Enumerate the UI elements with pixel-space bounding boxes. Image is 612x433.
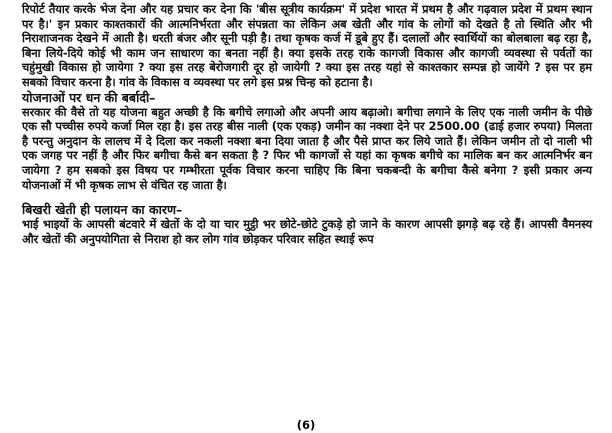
paragraph-orchard-scheme: सरकार की वैसे तो यह योजना बहुत अच्छी है कि बगीचे लगाओ और अपनी आय बढ़ाओ। बगीचा लगाने के लिए एक नाली जमीन के पीछे एक सौ पच्चीस रुपये कर्जा मिल रहा है। इस तरह बीस नाली (एक एकड़) जमीन का नक्शा देने पर 2500.00 (ढाई हजार रुपया) मिलता है परन्तु अनुदान के लालच में दे दिला कर नकली नक्शा बना दिया जाता है और पैसे प्राप्त कर लिये जाते हैं। लेकिन जमीन तो दो नाली भी एक जगह पर नहीं है और फिर बगीचा कैसे बन सकता है ? फिर भी कागजों से यहां का कृषक बगीचे का मालिक बन कर आत्मनिर्भर बन जायेगा ? हम सबको इस विषय पर गम्भीरता पूर्वक विचार करना चाहिए कि बिना चकबन्दी के बगीचा कैसे बनेगा ? इसी प्रकार अन्य योजनाओं में भी कृषक लाभ से वंचित रह जाता है। [22, 104, 592, 192]
paragraph-village-development: रिपोर्ट तैयार करके भेज देना और यह प्रचार कर देना कि 'बीस सूत्रीय कार्यक्रम' में प्रदेश भारत में प्रथम है और गढ़वाल प्रदेश में प्रथम स्थान पर है।' इन प्रकार काश्तकारों की आत्मनिर्भरता और संपन्नता का लेकिन अब खेती और गांव के लोगों को देखते है तो स्थिति और भी निराशाजनक देखने में आती है। धरती बंजर और सूनी पड़ी है। तथा कृषक कर्ज में डूबे हुए हैं। दलालों और स्वार्थियों का बोलबाला बढ़ रहा है, बिना लिये-दिये कोई भी काम जन साधारण का बनता नहीं है। क्या इसके तरह राके कागजी विकास और कागजी व्यवस्था से पर्वतों का चहुंमुखी विकास हो जायेगा ? क्या इस तरह बेरोजगारी दूर हो जायेगी ? क्या इस तरह यहां से काश्तकार सम्पन्न हो जायेंगे ? इस पर हम सबको विचार करना है। गांव के विकास व व्यवस्था पर लगे इस प्रश्न चिन्ह को हटाना है। [22, 2, 592, 89]
page-number: (6) [296, 418, 316, 432]
heading-scheme-money-waste: योजनाओं पर धन की बर्बादी– [22, 89, 156, 105]
heading-scattered-farming-migration: बिखरी खेती ही पलायन का कारण– [22, 202, 183, 218]
paragraph-land-fragmentation: भाई भाइयों के आपसी बंटवारे में खेतों के दो या चार मुट्ठी भर छोटे-छोटे टुकड़े हो जाने के कारण आपसी झगड़े बढ़ रहे हैं। आपसी वैमनस्य और खेतों की अनुपयोगिता से निराश हो कर लोग गांव छोड़कर परिवार सहित स्थाई रूप [22, 217, 592, 246]
section-gap [22, 192, 592, 202]
